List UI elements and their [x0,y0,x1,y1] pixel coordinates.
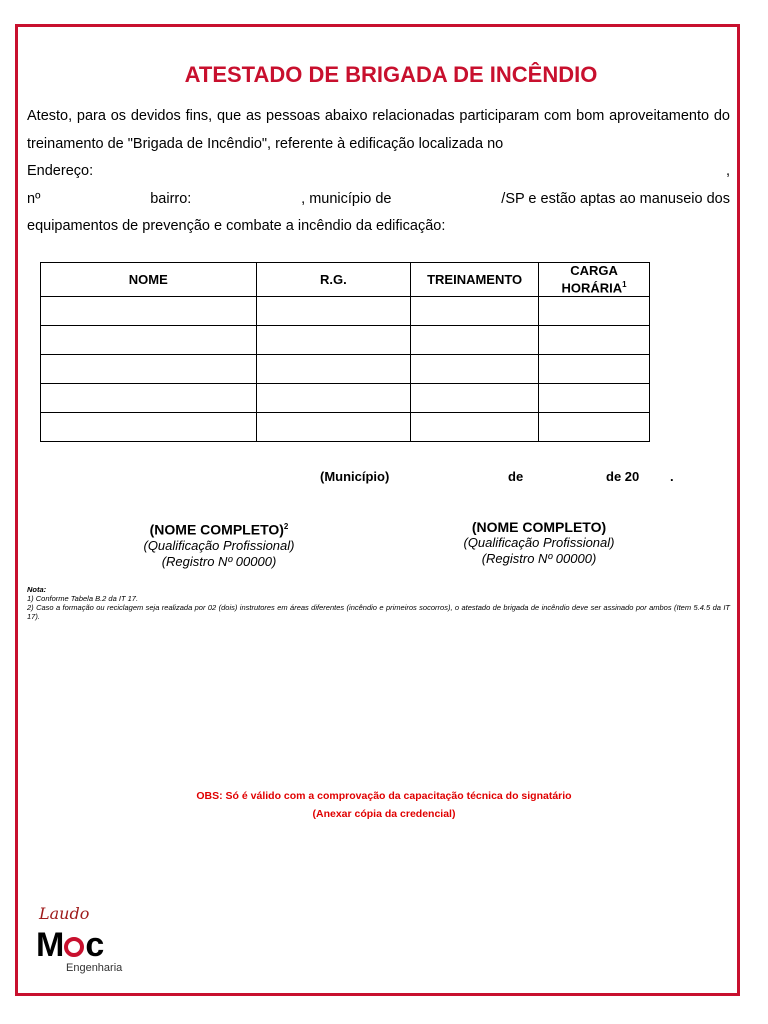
header-nome: NOME [41,263,257,297]
footnote-1: 1) Conforme Tabela B.2 da IT 17. [27,594,139,603]
numero-label: nº [27,190,41,207]
header-carga-horaria [539,263,650,297]
signature-registro: (Registro Nº 00000) [481,551,597,566]
signature-qualification: (Qualificação Profissional) [143,537,295,553]
brigade-table [40,262,650,442]
footnote-ref-2: 2 [283,522,289,531]
header-treinamento: TREINAMENTO [411,263,539,297]
cell-nome[interactable] [41,326,257,355]
date-de-1: de [508,469,524,484]
cell-nome[interactable] [41,413,257,442]
attestation-paragraph [27,103,730,241]
table-row [41,297,650,326]
cell-rg[interactable] [256,384,411,413]
logo-subtitle: Engenharia [66,962,123,974]
cell-treinamento[interactable] [411,326,539,355]
cell-rg[interactable] [256,355,411,384]
municipio-label: , município de [301,190,392,207]
address-line [27,158,730,186]
paragraph-text: Atesto, para os devidos fins, que as pessoas abaixo relacionadas participaram com bom aproveitamento do treinamento de "Brigada de Incêndio", referente à edificação localizada no [27,108,730,152]
company-logo [36,904,146,979]
signature-block-2 [389,519,689,567]
cell-treinamento[interactable] [411,413,539,442]
signature-block-1 [69,519,369,570]
cell-rg[interactable] [256,326,411,355]
signature-name: (NOME COMPLETO) [471,519,607,535]
obs-line-2: (Anexar cópia da credencial) [312,808,456,820]
cell-carga[interactable] [539,326,650,355]
bairro-label: bairro: [150,190,192,207]
signature-qualification: (Qualificação Profissional) [463,535,615,550]
location-line [27,186,730,214]
document-title: ATESTADO DE BRIGADA DE INCÊNDIO [184,62,598,87]
cell-rg[interactable] [256,413,411,442]
table-row [41,355,650,384]
municipio-placeholder: (Município) [320,469,390,484]
signature-name: (NOME COMPLETO)$^2$ [149,521,289,538]
cell-nome[interactable] [41,297,257,326]
sp-text: /SP e estão aptas ao manuseio dos [501,190,730,207]
endereco-comma: , [725,163,730,179]
table-row [41,326,650,355]
obs-line-1: OBS: Só é válido com a comprovação da capacitação técnica do signatário [196,790,572,802]
date-de-2: de 20 [606,469,640,484]
cell-nome[interactable] [41,355,257,384]
cell-nome[interactable] [41,384,257,413]
signature-registro: (Registro Nº 00000) [161,553,277,569]
footnotes [27,585,730,621]
cell-carga[interactable] [539,384,650,413]
cell-rg[interactable] [256,297,411,326]
table-row [41,413,650,442]
cell-carga[interactable] [539,413,650,442]
gear-icon [64,937,84,957]
last-line: equipamentos de prevenção e combate a incêndio da edificação: [27,218,446,234]
cell-treinamento[interactable] [411,297,539,326]
nota-label: Nota: [27,585,47,594]
logo-script-text: Laudo [39,904,90,923]
header-rg: R.G. [256,263,411,297]
cell-treinamento[interactable] [411,384,539,413]
header-horaria: HORÁRIA [561,280,623,296]
date-dot: . [670,469,674,484]
footnote-2: 2) Caso a formação ou reciclagem seja realizada por 02 (dois) instrutores em áreas diferentes (incêndio e primeiros socorros), o atestado de brigada de incêndio deve ser assinado por ambos (Item 5.4.5 da IT 17). [27,603,730,621]
footnote-ref-1: 1 [622,279,627,289]
cell-treinamento[interactable] [411,355,539,384]
cell-carga[interactable] [539,297,650,326]
cell-carga[interactable] [539,355,650,384]
table-row [41,384,650,413]
endereco-label: Endereço: [27,163,94,179]
logo-brand: M c [36,926,104,964]
header-carga: CARGA [570,262,618,278]
table-header-row [41,263,650,297]
